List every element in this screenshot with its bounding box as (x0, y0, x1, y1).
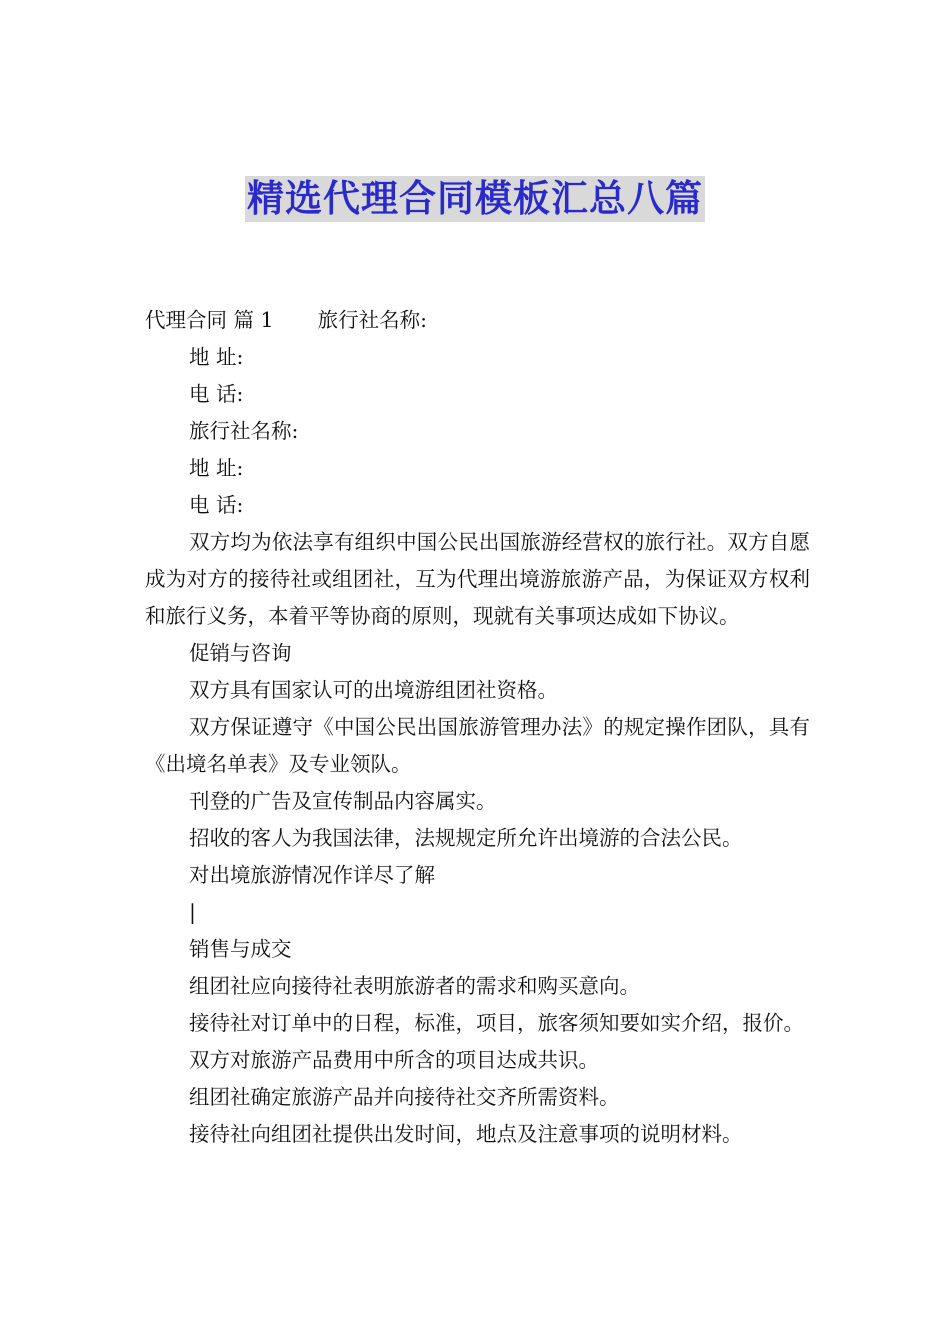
paragraph: 组团社应向接待社表明旅游者的需求和购买意向。 (189, 974, 640, 998)
section-heading: 代理合同 篇 1 (145, 308, 274, 332)
paragraph: 接待社向组团社提供出发时间，地点及注意事项的说明材料。 (189, 1122, 743, 1146)
phone-field: 电 话: (189, 382, 244, 406)
paragraph: 刊登的广告及宣传制品内容属实。 (189, 789, 497, 813)
paragraph: 招收的客人为我国法律，法规规定所允许出境游的合法公民。 (189, 826, 743, 850)
intro-paragraph: 双方均为依法享有组织中国公民出国旅游经营权的旅行社。双方自愿成为对方的接待社或组团社，互为代理出境游旅游产品，为保证双方权利和旅行义务，本着平等协商的原则，现就有关事项达成如下协议。 (145, 530, 810, 628)
phone-field: 电 话: (189, 493, 244, 517)
paragraph: 接待社对订单中的日程，标准，项目，旅客须知要如实介绍，报价。 (189, 1011, 804, 1035)
title-block (0, 176, 950, 222)
paragraph: 双方具有国家认可的出境游组团社资格。 (189, 678, 558, 702)
paragraph: 对出境旅游情况作详尽了解 (189, 863, 435, 887)
agency-name-field: 旅行社名称: (189, 419, 299, 443)
text-cursor-mark: | (189, 900, 196, 924)
section-heading-line (145, 302, 810, 339)
paragraph: 组团社确定旅游产品并向接待社交齐所需资料。 (189, 1085, 620, 1109)
paragraph: 双方保证遵守《中国公民出国旅游管理办法》的规定操作团队，具有《出境名单表》及专业领队。 (145, 715, 810, 776)
section-sales: 销售与成交 (189, 937, 292, 961)
section-promotion: 促销与咨询 (189, 641, 292, 665)
document-title: 精选代理合同模板汇总八篇 (247, 177, 703, 220)
paragraph: 双方对旅游产品费用中所含的项目达成共识。 (189, 1048, 599, 1072)
document-body (145, 302, 810, 1153)
address-field: 地 址: (189, 345, 244, 369)
address-field: 地 址: (189, 456, 244, 480)
agency-name-field: 旅行社名称: (317, 308, 427, 332)
